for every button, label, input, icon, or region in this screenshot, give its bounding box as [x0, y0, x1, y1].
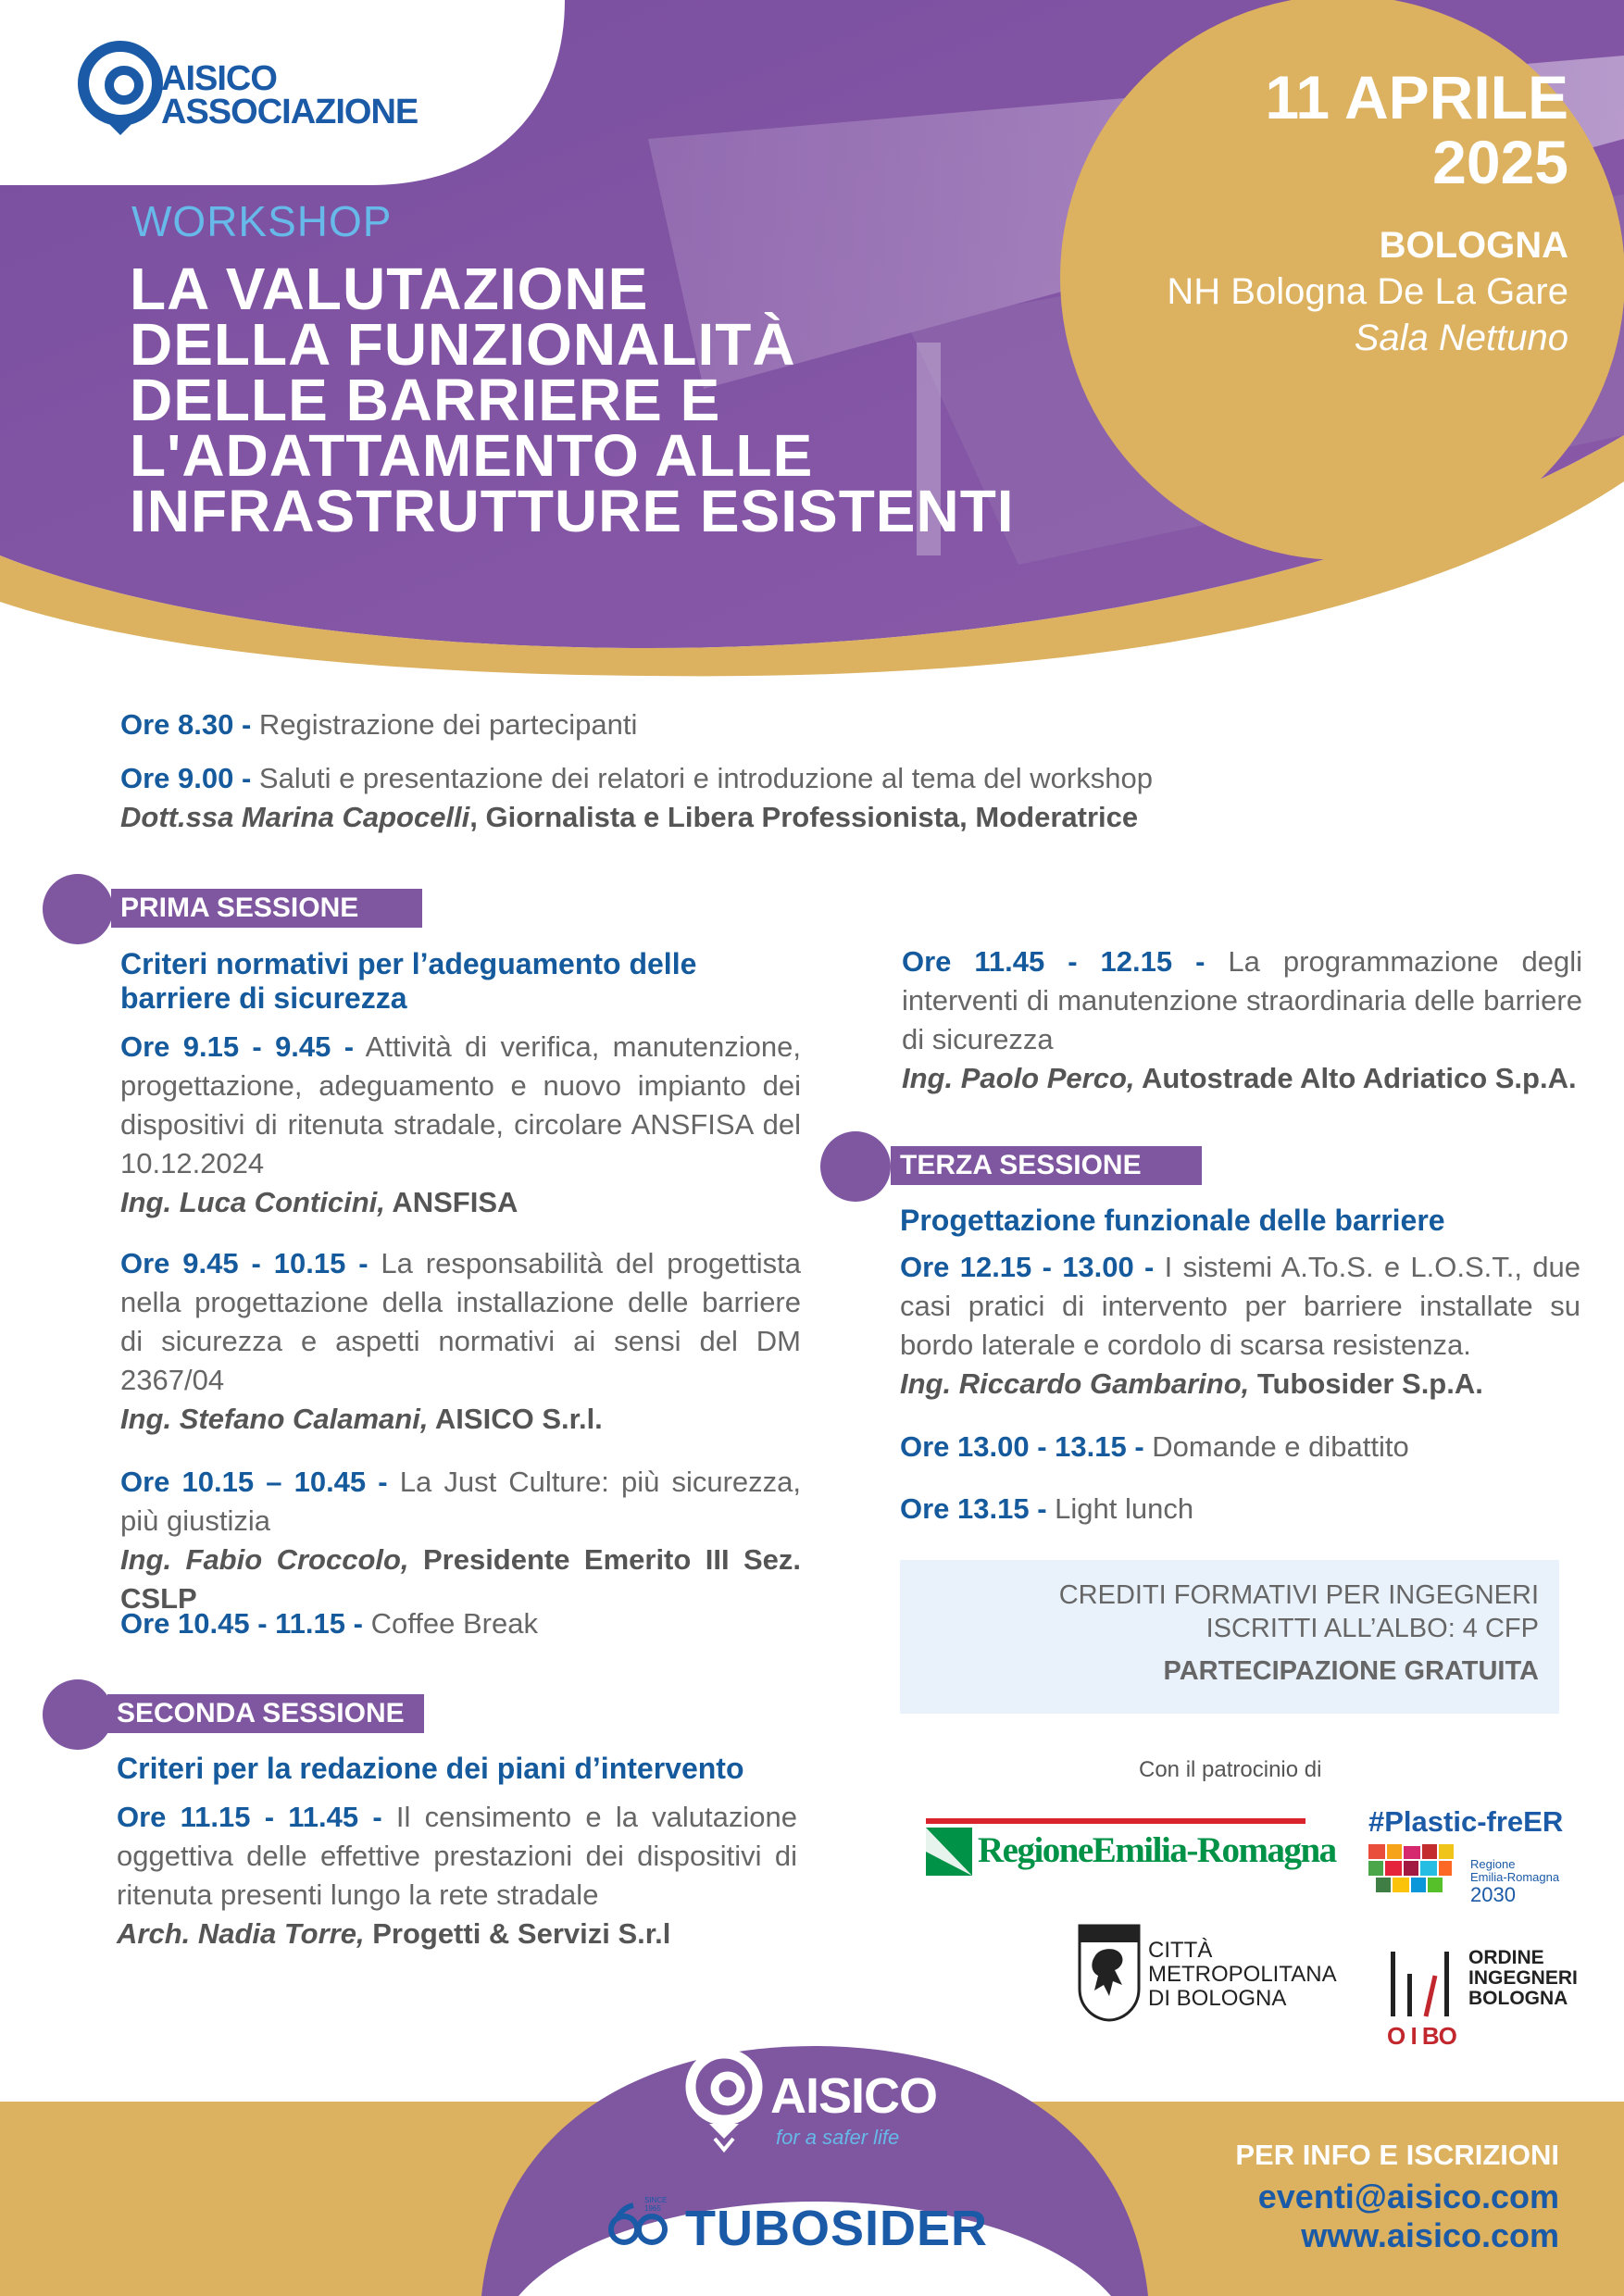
tubosider-since: SINCE 1965: [644, 2196, 668, 2213]
time: Ore 12.15 - 13.00 -: [900, 1251, 1155, 1283]
regione-top-line: [926, 1818, 1305, 1824]
organization: , Giornalista e Libera Professionista, Moderatrice: [469, 801, 1139, 833]
organization: Tubosider S.p.A.: [1249, 1367, 1483, 1400]
credits-line-2: ISCRITTI ALL’ALBO: 4 CFP: [1206, 1614, 1539, 1643]
aisico-association-logo: [76, 39, 446, 150]
program-item: [900, 1428, 1580, 1466]
speaker: Ing. Stefano Calamani,: [120, 1403, 429, 1435]
time: Ore 9.45 - 10.15 -: [120, 1247, 369, 1279]
program-item: [120, 1604, 801, 1643]
contact-website[interactable]: www.aisico.com: [1301, 2216, 1559, 2254]
session-label-1: PRIMA SESSIONE: [111, 889, 422, 928]
program-item: [900, 1490, 1580, 1529]
organization: Autostrade Alto Adriatico S.p.A.: [1134, 1062, 1577, 1094]
aisico-sponsor-icon: [683, 2046, 768, 2155]
description: La programmazione degli interventi di manutenzione straordinaria delle barriere di sicurezza: [902, 945, 1582, 1055]
credits-box: [900, 1560, 1559, 1714]
plastic-free-sub-1: Regione: [1470, 1857, 1516, 1871]
description: La responsabilità del progettista nella progettazione della installazione delle barriere di sicurezza e aspetti normativi ai sensi del DM 2367/04: [120, 1247, 801, 1396]
title-line: DELLE BARRIERE E: [130, 367, 721, 433]
regione-emilia-romagna-logo: [926, 1818, 1336, 1878]
regione-flag-icon: [926, 1828, 972, 1876]
tubosider-name: TUBOSIDER: [685, 2201, 989, 2256]
ordine-mark-text: O I BO: [1387, 2022, 1456, 2050]
session-marker: [43, 1679, 113, 1750]
info-label: PER INFO E ISCRIZIONI: [1235, 2139, 1559, 2171]
description: La Just Culture: più sicurezza, più giustizia: [120, 1466, 801, 1537]
program-item: [120, 1028, 801, 1222]
logo-line-2: ASSOCIAZIONE: [161, 93, 418, 131]
free-participation: PARTECIPAZIONE GRATUITA: [1163, 1656, 1539, 1686]
session-marker: [43, 874, 113, 944]
program-item: [120, 1463, 801, 1618]
time: Ore 10.45 - 11.15 -: [120, 1607, 363, 1640]
plastic-free-title: #Plastic-freER: [1368, 1805, 1564, 1838]
program-item: [902, 942, 1582, 1098]
citta-line-3: DI BOLOGNA: [1148, 1986, 1287, 2011]
description: Attività di verifica, manutenzione, progettazione, adeguamento e nuovo impianto dei dispositivi di ritenuta stradale, circolare ANSFISA del 10.12.2024: [120, 1030, 801, 1179]
credits-line-1: CREDITI FORMATIVI PER INGEGNERI: [1058, 1580, 1539, 1610]
aisico-sponsor-name: AISICO: [770, 2068, 938, 2124]
patronage-label: Con il patrocinio di: [1139, 1757, 1322, 1782]
event-year: 2025: [1432, 128, 1568, 196]
aisico-sponsor-logo: [683, 2046, 961, 2157]
citta-line-2: METROPOLITANA: [1148, 1962, 1337, 1987]
description: I sistemi A.To.S. e L.O.S.T., due casi pratici di intervento per barriere installate su bordo laterale e cordolo di scarsa resistenza.: [900, 1251, 1580, 1361]
ordine-line-1: ORDINE: [1468, 1947, 1544, 1968]
speaker: Arch. Nadia Torre,: [117, 1917, 365, 1950]
time: Ore 11.15 - 11.45 -: [117, 1801, 382, 1833]
program-item: [900, 1248, 1580, 1404]
hero-banner: [0, 0, 1624, 704]
organization: Presidente Emerito III Sez. CSLP: [120, 1543, 802, 1615]
regione-name: RegioneEmilia-Romagna: [978, 1830, 1336, 1870]
aisico-logo-icon: [76, 39, 169, 141]
organization: Progetti & Servizi S.r.l: [364, 1917, 671, 1950]
title-line: INFRASTRUTTURE ESISTENTI: [130, 478, 1015, 544]
description: Coffee Break: [362, 1607, 538, 1640]
title-line: L'ADATTAMENTO ALLE: [130, 422, 814, 489]
speaker: Ing. Paolo Perco,: [902, 1062, 1135, 1094]
time: Ore 8.30 -: [120, 708, 252, 741]
description: Il censimento e la valutazione oggettiva delle effettive prestazioni dei dispositivi di ritenuta presenti lungo la rete stradale: [117, 1801, 797, 1911]
description: Registrazione dei partecipanti: [251, 708, 638, 741]
event-date: 11 APRILE: [1265, 63, 1568, 131]
tubosider-logo: [607, 2196, 1015, 2261]
time: Ore 9.15 - 9.45 -: [120, 1030, 355, 1063]
session-title-2: Criteri per la redazione dei piani d’intervento: [117, 1752, 744, 1785]
plastic-free-er-logo: [1367, 1805, 1580, 1907]
citta-line-1: CITTÀ: [1148, 1938, 1213, 1963]
program-item: [117, 1798, 797, 1953]
speaker: Ing. Riccardo Gambarino,: [900, 1367, 1250, 1400]
event-city: BOLOGNA: [1379, 225, 1568, 266]
contribution-line-2: incondizionato di: [742, 2016, 888, 2038]
event-date-block: [1106, 63, 1568, 361]
speaker: Dott.ssa Marina Capocelli: [120, 801, 470, 833]
plastic-free-year: 2030: [1470, 1883, 1516, 1906]
title-line: DELLA FUNZIONALITÀ: [130, 311, 796, 378]
program-item: [120, 705, 1472, 744]
contact-email[interactable]: eventi@aisico.com: [1257, 2177, 1559, 2215]
aisico-tagline: for a safer life: [776, 2126, 900, 2149]
ordine-line-2: INGEGNERI: [1468, 1967, 1578, 1989]
program-item: [120, 759, 1472, 837]
time: Ore 13.15 -: [900, 1492, 1047, 1525]
time: Ore 9.00 -: [120, 762, 252, 794]
ordine-line-3: BOLOGNA: [1468, 1988, 1568, 2009]
session-marker: [820, 1131, 891, 1202]
description: Light lunch: [1046, 1492, 1194, 1525]
speaker: Ing. Luca Conticini,: [120, 1186, 385, 1218]
organization: ANSFISA: [384, 1186, 518, 1218]
organization: AISICO S.r.l.: [428, 1403, 603, 1435]
description: Domande e dibattito: [1143, 1430, 1409, 1463]
workshop-kicker: WORKSHOP: [131, 197, 393, 245]
session-title-3: Progettazione funzionale delle barriere: [900, 1204, 1445, 1237]
contribution-line-1: Con il contributo: [744, 1993, 885, 2015]
speaker: Ing. Fabio Croccolo,: [120, 1543, 409, 1576]
logo-line-1: AISICO: [161, 59, 277, 98]
description: Saluti e presentazione dei relatori e introduzione al tema del workshop: [251, 762, 1153, 794]
event-hotel: NH Bologna De La Gare: [1167, 271, 1568, 312]
plastic-free-sub-2: Emilia-Romagna: [1470, 1870, 1560, 1884]
session-title-1: Criteri normativi per l’adeguamento delle barriere di sicurezza: [120, 947, 697, 1015]
plastic-free-mosaic-icon: [1368, 1844, 1470, 1900]
program-item: [120, 1244, 801, 1439]
session-label-3: TERZA SESSIONE: [891, 1146, 1202, 1185]
time: Ore 11.45 - 12.15 -: [902, 945, 1206, 978]
title-line: LA VALUTAZIONE: [130, 256, 649, 322]
event-room: Sala Nettuno: [1354, 318, 1568, 358]
session-label-2: SECONDA SESSIONE: [107, 1694, 424, 1733]
contribution-label: [676, 1992, 954, 2039]
workshop-title: [130, 256, 1056, 544]
time: Ore 13.00 - 13.15 -: [900, 1430, 1144, 1463]
time: Ore 10.15 – 10.45 -: [120, 1466, 388, 1498]
